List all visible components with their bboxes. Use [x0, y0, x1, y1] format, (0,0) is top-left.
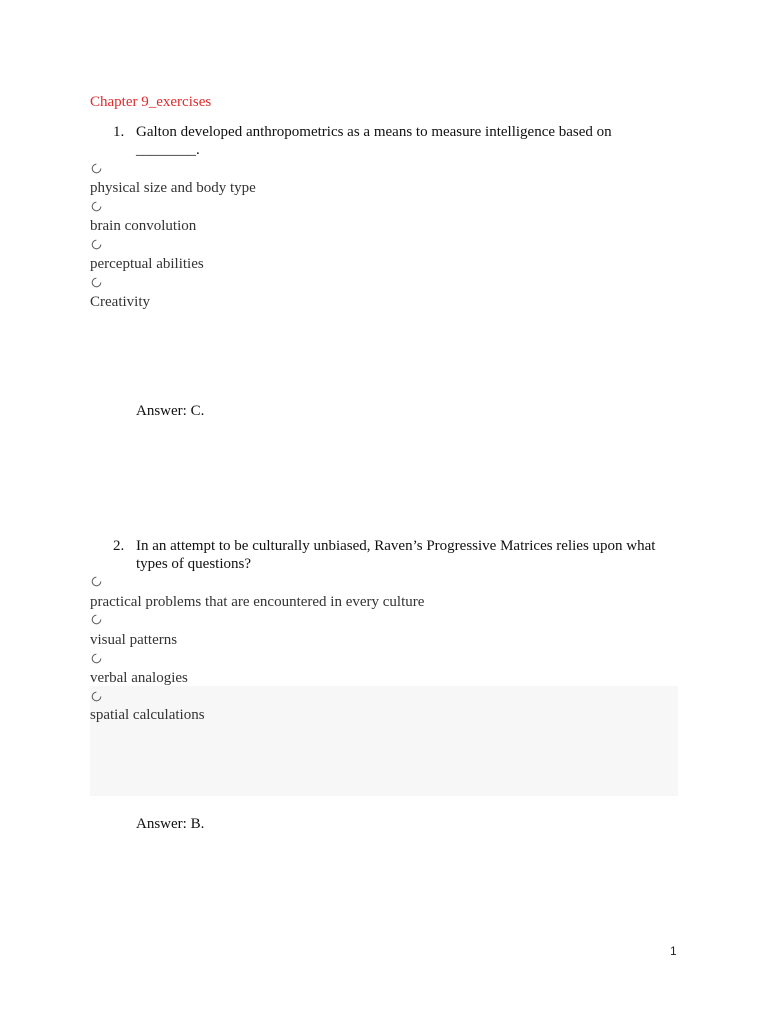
radio-button-icon[interactable]	[91, 239, 102, 250]
option-label: Creativity	[90, 294, 150, 310]
option-label: brain convolution	[90, 218, 197, 234]
option-label: perceptual abilities	[90, 256, 204, 272]
radio-button-icon[interactable]	[91, 576, 102, 587]
answer-text: Answer: C.	[136, 403, 205, 419]
question-number: 1.	[113, 124, 125, 140]
radio-button-icon[interactable]	[91, 163, 102, 174]
option-label: verbal analogies	[90, 670, 188, 686]
option-label: physical size and body type	[90, 180, 256, 196]
question-number: 2.	[113, 538, 125, 554]
radio-button-icon[interactable]	[91, 201, 102, 212]
radio-button-icon[interactable]	[91, 653, 102, 664]
option-label: practical problems that are encountered in every culture	[90, 594, 425, 610]
question-text: Galton developed anthropometrics as a means to measure intelligence based on ________.	[136, 124, 612, 158]
option-label: spatial calculations	[90, 707, 205, 723]
radio-button-icon[interactable]	[91, 691, 102, 702]
question-text: In an attempt to be culturally unbiased, Raven’s Progressive Matrices relies upon what types of questions?	[136, 538, 656, 572]
chapter-title: Chapter 9_exercises	[90, 94, 212, 110]
radio-button-icon[interactable]	[91, 277, 102, 288]
radio-button-icon[interactable]	[91, 614, 102, 625]
option-label: visual patterns	[90, 632, 178, 648]
shaded-region	[90, 686, 678, 796]
answer-text: Answer: B.	[136, 816, 205, 832]
page-number: 1	[670, 944, 677, 958]
